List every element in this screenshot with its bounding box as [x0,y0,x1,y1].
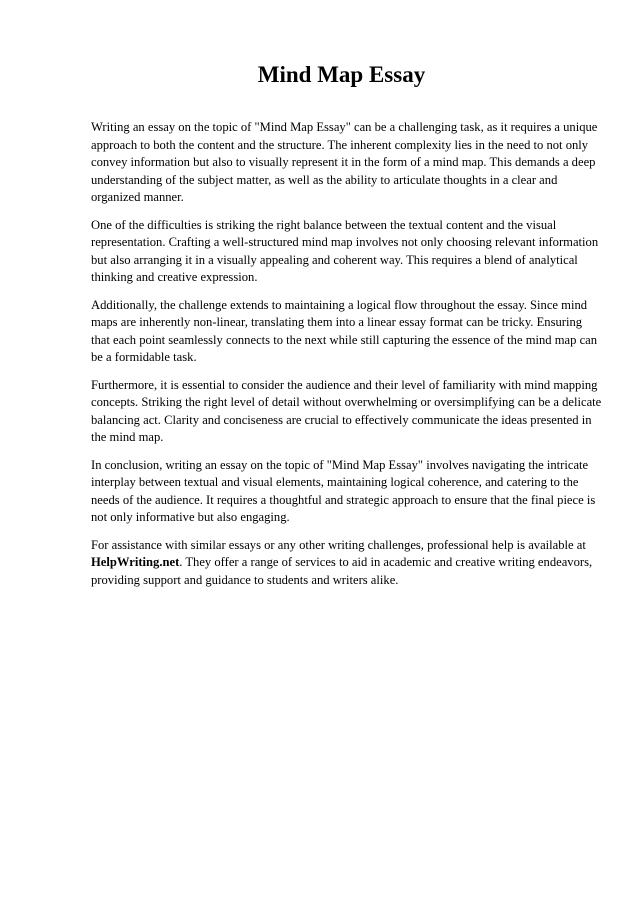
paragraph-6-outro: . They offer a range of services to aid in academic and creative writing endeavors, providing support and guidance to students and writers alike. [91,555,593,587]
paragraph-6 [91,537,603,590]
paragraph-4: Furthermore, it is essential to consider the audience and their level of familiarity with mind mapping concepts. Striking the right level of detail without overwhelming or oversimplifying can be a delicate balancing act. Clarity and conciseness are crucial to effectively communicate the ideas presented in the mind map. [91,377,602,444]
page-title: Mind Map Essay [257,62,426,87]
essay-body [91,119,603,599]
paragraph-1: Writing an essay on the topic of "Mind Map Essay" can be a challenging task, as it requires a unique approach to both the content and the structure. The inherent complexity lies in the need to not only convey information but also to visually represent it in the form of a mind map. This demands a deep understanding of the subject matter, as well as the ability to articulate thoughts in a clear and organized manner. [91,120,598,204]
paragraph-6-intro: For assistance with similar essays or any other writing challenges, professional help is available at [91,537,586,552]
helpwriting-link[interactable]: HelpWriting.net [91,555,180,569]
paragraph-2: One of the difficulties is striking the right balance between the textual content and the visual representation. Crafting a well-structured mind map involves not only choosing relevant information but also arranging it in a visually appealing and coherent way. This requires a blend of analytical thinking and creative expression. [91,217,599,284]
paragraph-5: In conclusion, writing an essay on the topic of "Mind Map Essay" involves navigating the intricate interplay between textual and visual elements, maintaining logical coherence, and catering to the needs of the audience. It requires a thoughtful and strategic approach to ensure that the final piece is not only informative but also engaging. [91,457,596,524]
paragraph-3: Additionally, the challenge extends to maintaining a logical flow throughout the essay. Since mind maps are inherently non-linear, translating them into a linear essay format can be tricky. Ensuring that each point seamlessly connects to the next while still capturing the essence of the mind map can be a formidable task. [91,297,598,364]
